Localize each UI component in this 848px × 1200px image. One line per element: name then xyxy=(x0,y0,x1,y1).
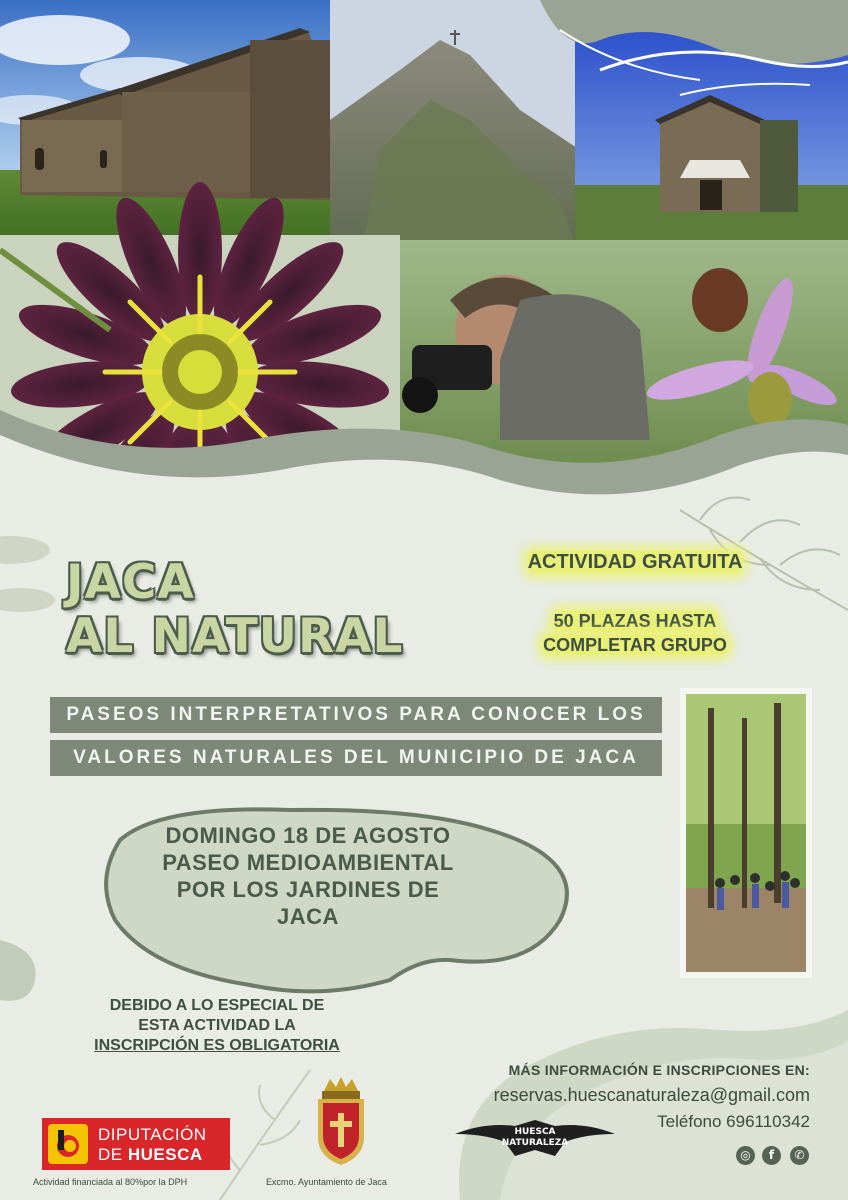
forest-photo xyxy=(680,688,812,978)
leaf-decoration xyxy=(660,470,848,700)
event-place: POR LOS JARDINES DE xyxy=(176,877,440,902)
jaca-crest-icon xyxy=(312,1075,370,1167)
dph-caption: Actividad financiada al 80%por la DPH xyxy=(33,1177,188,1187)
event-name: PASEO MEDIOAMBIENTAL xyxy=(162,850,454,875)
title-line-1: JACA xyxy=(66,555,195,610)
event-details xyxy=(128,822,488,930)
dph-name-line-2: DE HUESCA xyxy=(98,1145,203,1164)
contact-phone[interactable]: Teléfono 696110342 xyxy=(657,1112,810,1131)
facebook-icon[interactable]: f xyxy=(762,1146,781,1165)
poster-title xyxy=(66,556,404,664)
huesca-naturaleza-top: HUESCA xyxy=(514,1127,556,1137)
contact-email[interactable]: reservas.huescanaturaleza@gmail.com xyxy=(493,1085,810,1105)
banner-line-1: PASEOS INTERPRETATIVOS PARA CONOCER LOS xyxy=(50,697,662,733)
contact-heading: MÁS INFORMACIÓN E INSCRIPCIONES EN: xyxy=(508,1062,810,1078)
instagram-icon[interactable]: ◎ xyxy=(736,1146,755,1165)
jaca-caption: Excmo. Ayuntamiento de Jaca xyxy=(266,1177,387,1187)
dph-name-line-1: DIPUTACIÓN xyxy=(98,1125,207,1144)
places-label: 50 PLAZAS HASTA COMPLETAR GRUPO xyxy=(543,611,727,655)
event-city: JACA xyxy=(277,904,339,929)
banner-line-2: VALORES NATURALES DEL MUNICIPIO DE JACA xyxy=(50,740,662,776)
huesca-naturaleza-logo xyxy=(455,1112,615,1162)
title-line-2: AL NATURAL xyxy=(66,609,404,664)
dph-emblem-icon xyxy=(48,1124,88,1164)
free-activity-label: ACTIVIDAD GRATUITA xyxy=(527,551,743,573)
registration-notice: DEBIDO A LO ESPECIAL DE ESTA ACTIVIDAD LA INSCRIPCIÓN ES OBLIGATORIA xyxy=(94,997,340,1054)
whatsapp-icon[interactable]: ✆ xyxy=(790,1146,809,1165)
diputacion-huesca-logo xyxy=(42,1118,230,1170)
event-date: DOMINGO 18 DE AGOSTO xyxy=(165,823,451,848)
leaf-decoration xyxy=(0,930,60,1010)
huesca-naturaleza-bottom: NATURALEZA xyxy=(501,1138,569,1148)
